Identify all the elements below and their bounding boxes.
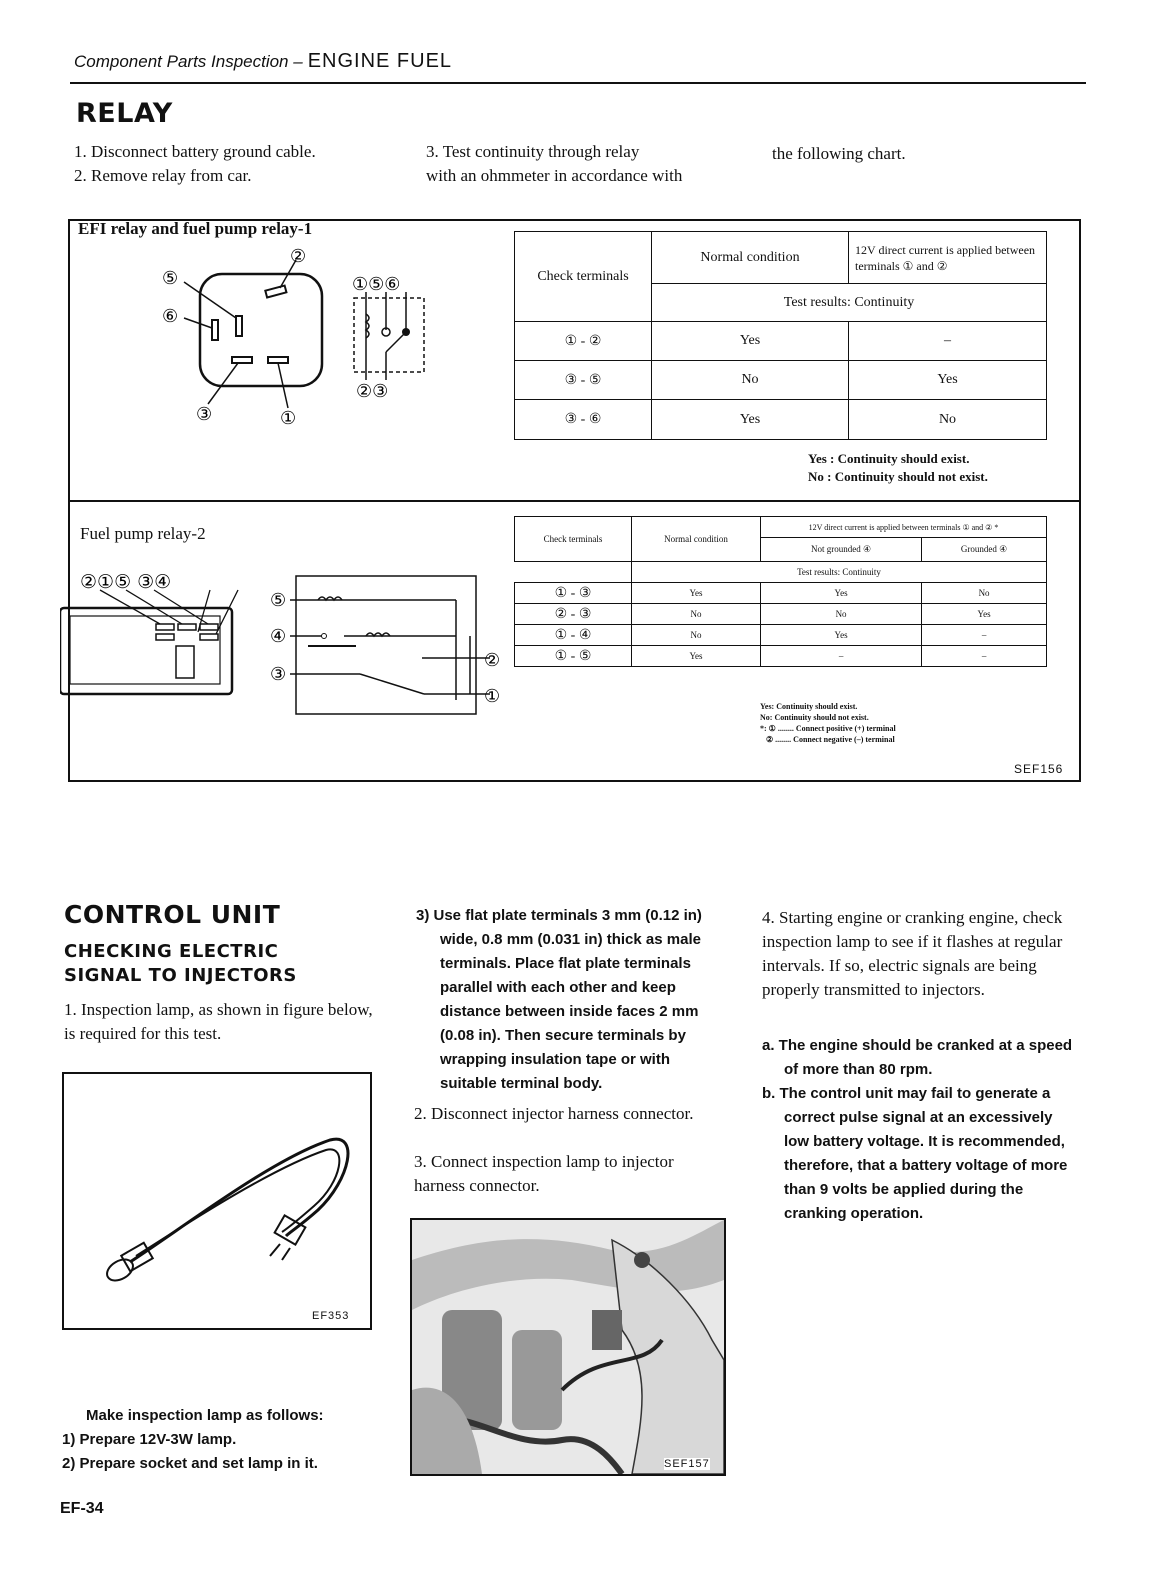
relay2-col-grounded: Grounded ④ bbox=[922, 538, 1047, 562]
table-row bbox=[515, 400, 1047, 440]
cell-not-grounded: Yes bbox=[761, 583, 922, 604]
relay2-test-results: Test results: Continuity bbox=[632, 562, 1047, 583]
cell-normal: Yes bbox=[652, 322, 849, 361]
note-b: b. The control unit may fail to generate a correct pulse signal at an excessively low battery voltage. It is recommended, therefore, that a battery voltage of more than 9 volts be applied during the cranking operation. bbox=[762, 1085, 1068, 1222]
table-row bbox=[515, 583, 1047, 604]
header-section: Component Parts Inspection – bbox=[74, 52, 303, 71]
relay1-legend-no: No : Continuity should not exist. bbox=[808, 469, 988, 484]
cell-not-grounded: No bbox=[761, 604, 922, 625]
figure-code-ef353: EF353 bbox=[312, 1310, 350, 1322]
relay2-legend bbox=[760, 701, 896, 745]
make-lamp-heading: Make inspection lamp as follows: bbox=[86, 1407, 324, 1424]
relay-step-3-line3: the following chart. bbox=[772, 144, 906, 163]
cell-normal: Yes bbox=[632, 646, 761, 667]
cell-terminals: ① - ③ bbox=[515, 583, 632, 604]
table-row bbox=[515, 646, 1047, 667]
relay1-col-check: Check terminals bbox=[515, 232, 652, 322]
relay2-col-12v: 12V direct current is applied between terminals ① and ② * bbox=[761, 517, 1047, 538]
relay2-col-check: Check terminals bbox=[515, 517, 632, 562]
relay1-col-normal: Normal condition bbox=[652, 232, 849, 284]
relay1-table bbox=[514, 231, 1047, 440]
relay1-col-12v: 12V direct current is applied between terminals ① and ② bbox=[849, 232, 1047, 284]
relay2-col-not-grounded: Not grounded ④ bbox=[761, 538, 922, 562]
cell-terminals: ① - ⑤ bbox=[515, 646, 632, 667]
control-unit-subtitle-line1: CHECKING ELECTRIC bbox=[64, 941, 279, 962]
cell-grounded: Yes bbox=[922, 604, 1047, 625]
relay1-label-3: ③ bbox=[196, 404, 213, 425]
cell-normal: No bbox=[632, 604, 761, 625]
cell-not-grounded: – bbox=[761, 646, 922, 667]
cell-normal: Yes bbox=[652, 400, 849, 440]
control-unit-step2: 2. Disconnect injector harness connector. bbox=[414, 1104, 694, 1123]
relay2-legend-star1: *: ① ........ Connect positive (+) terminal bbox=[760, 724, 896, 733]
figure-code-sef156: SEF156 bbox=[1014, 762, 1064, 776]
header-rule bbox=[70, 82, 1086, 84]
control-unit-step4: 4. Starting engine or cranking engine, check inspection lamp to see if it flashes at regular intervals. If so, electric signals are being properly transmitted to injectors. bbox=[762, 908, 1063, 999]
relay1-schematic-bottom: ②③ bbox=[356, 381, 389, 402]
inspection-lamp-illustration bbox=[90, 1120, 360, 1290]
cell-grounded: No bbox=[922, 583, 1047, 604]
cell-normal: No bbox=[652, 361, 849, 400]
relay-title: RELAY bbox=[76, 98, 173, 129]
control-unit-subtitle-line2: SIGNAL TO INJECTORS bbox=[64, 965, 297, 986]
control-unit-step1: 1. Inspection lamp, as shown in figure below, is required for this test. bbox=[64, 1000, 373, 1043]
relay2-col-normal: Normal condition bbox=[632, 517, 761, 562]
cell-terminals: ① - ④ bbox=[515, 625, 632, 646]
note-a: a. The engine should be cranked at a speed of more than 80 rpm. bbox=[762, 1037, 1073, 1078]
relay1-legend bbox=[808, 450, 988, 486]
relay2-table bbox=[514, 516, 1047, 667]
relay2-label-2: ② bbox=[484, 650, 501, 671]
relay2-legend-yes: Yes: Continuity should exist. bbox=[760, 702, 858, 711]
figure-code-sef157: SEF157 bbox=[664, 1458, 710, 1470]
relay1-label-2: ② bbox=[290, 246, 307, 267]
cell-applied: No bbox=[849, 400, 1047, 440]
relay-figure-divider bbox=[68, 500, 1081, 502]
relay1-test-results: Test results: Continuity bbox=[652, 284, 1047, 322]
relay2-legend-no: No: Continuity should not exist. bbox=[760, 713, 869, 722]
cell-terminals: ③ - ⑥ bbox=[515, 400, 652, 440]
relay2-legend-star2: ② ........ Connect negative (–) terminal bbox=[766, 735, 895, 744]
relay1-schematic-top: ①⑤⑥ bbox=[352, 274, 401, 295]
cell-terminals: ① - ② bbox=[515, 322, 652, 361]
relay1-title: EFI relay and fuel pump relay-1 bbox=[78, 219, 313, 238]
relay-step-1: 1. Disconnect battery ground cable. bbox=[74, 142, 316, 161]
relay-steps-left bbox=[74, 140, 394, 188]
relay2-label-top: ②①⑤ ③④ bbox=[80, 571, 172, 593]
table-row bbox=[515, 322, 1047, 361]
relay1-label-5: ⑤ bbox=[162, 268, 179, 289]
relay2-diagram bbox=[60, 562, 520, 722]
cell-normal: No bbox=[632, 625, 761, 646]
cell-terminals: ③ - ⑤ bbox=[515, 361, 652, 400]
cell-normal: Yes bbox=[632, 583, 761, 604]
control-unit-subtitle bbox=[64, 940, 297, 988]
control-unit-title: CONTROL UNIT bbox=[64, 900, 281, 929]
relay-step-2: 2. Remove relay from car. bbox=[74, 166, 252, 185]
relay1-legend-yes: Yes : Continuity should exist. bbox=[808, 451, 970, 466]
relay-step-3 bbox=[426, 140, 746, 188]
relay-step-3-line1: 3. Test continuity through relay bbox=[426, 142, 640, 161]
relay2-label-3: ③ bbox=[270, 664, 287, 685]
sub-step-3: 3) Use flat plate terminals 3 mm (0.12 in) wide, 0.8 mm (0.031 in) thick as male terminals. Place flat plate terminals parallel with each other and keep distance between inside faces 2 mm (0.08 in). Then secure terminals by wrapping insulation tape or with suitable terminal body. bbox=[416, 907, 702, 1092]
relay1-diagram bbox=[150, 240, 450, 440]
table-row bbox=[515, 604, 1047, 625]
sub-step-2: 2) Prepare socket and set lamp in it. bbox=[62, 1455, 318, 1472]
cell-grounded: – bbox=[922, 625, 1047, 646]
cell-terminals: ② - ③ bbox=[515, 604, 632, 625]
cell-applied: Yes bbox=[849, 361, 1047, 400]
relay-step-3-line2: with an ohmmeter in accordance with bbox=[426, 166, 683, 185]
relay1-label-6: ⑥ bbox=[162, 306, 179, 327]
relay2-label-4: ④ bbox=[270, 626, 287, 647]
control-unit-step3: 3. Connect inspection lamp to injector harness connector. bbox=[414, 1152, 674, 1195]
page-header bbox=[74, 50, 452, 73]
header-chapter: ENGINE FUEL bbox=[307, 50, 453, 72]
relay2-label-1: ① bbox=[484, 686, 501, 707]
table-row bbox=[515, 625, 1047, 646]
relay1-label-1: ① bbox=[280, 408, 297, 429]
cell-not-grounded: Yes bbox=[761, 625, 922, 646]
sub-step-1: 1) Prepare 12V-3W lamp. bbox=[62, 1431, 237, 1448]
cell-grounded: – bbox=[922, 646, 1047, 667]
cell-applied: – bbox=[849, 322, 1047, 361]
relay2-label-5: ⑤ bbox=[270, 590, 287, 611]
relay2-title: Fuel pump relay-2 bbox=[80, 524, 206, 543]
connector-photo-illustration bbox=[412, 1220, 724, 1474]
page-number: EF-34 bbox=[60, 1500, 104, 1517]
table-row bbox=[515, 361, 1047, 400]
